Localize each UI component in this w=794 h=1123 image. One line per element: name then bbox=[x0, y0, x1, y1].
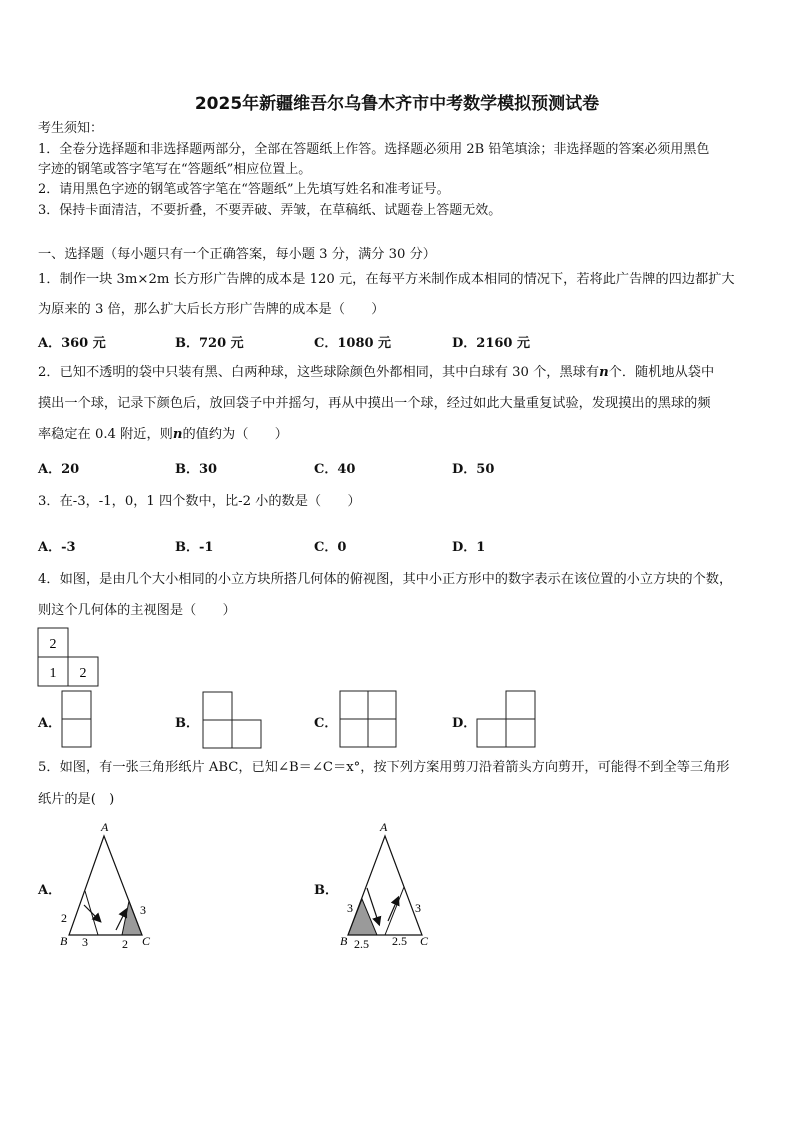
base-right-label: 2 bbox=[122, 937, 128, 950]
side-left-label: 2 bbox=[61, 911, 67, 925]
vertex-a-label: A bbox=[101, 820, 109, 834]
q2-text-line2: 摸出一个球，记录下颜色后，放回袋子中并摇匀，再从中摸出一个球，经过如此大量重复试验，发现摸出的黑球的频 bbox=[38, 396, 711, 411]
q1-option-d[interactable]: D．2160 元 bbox=[452, 336, 530, 351]
q4-option-c-label[interactable]: C． bbox=[314, 716, 338, 731]
q5-option-a-figure[interactable] bbox=[56, 818, 166, 950]
q1-text-line2: 为原来的 3 倍，那么扩大后长方形广告牌的成本是（ ） bbox=[38, 302, 385, 317]
q4-text-line1: 4．如图，是由几个大小相同的小立方块所搭几何体的俯视图，其中小正方形中的数字表示在该位置的小立方块的个数， bbox=[38, 572, 733, 587]
q3-option-b[interactable]: B．-1 bbox=[175, 540, 214, 555]
q1-option-b[interactable]: B．720 元 bbox=[175, 336, 244, 351]
q4-option-a-figure[interactable] bbox=[60, 689, 94, 749]
q5-text-line1: 5．如图，有一张三角形纸片 ABC，已知∠B＝∠C＝x°，按下列方案用剪刀沿着箭头方向剪开，可能得不到全等三角形 bbox=[38, 760, 730, 775]
q4-option-a-label[interactable]: A． bbox=[38, 716, 62, 731]
q1-option-a[interactable]: A．360 元 bbox=[38, 336, 106, 351]
grid-number-bottom-left: 1 bbox=[49, 666, 57, 681]
notice-item-1-cont: 字迹的钢笔或答字笔写在“答题纸”相应位置上。 bbox=[38, 162, 312, 177]
q2-option-c[interactable]: C．40 bbox=[314, 462, 356, 477]
q3-option-d[interactable]: D．1 bbox=[452, 540, 486, 555]
cut-line bbox=[385, 887, 404, 935]
q4-text-line2: 则这个几何体的主视图是（ ） bbox=[38, 603, 236, 618]
q2-option-a[interactable]: A．20 bbox=[38, 462, 80, 477]
q2-text-line3 bbox=[38, 426, 288, 444]
q5-option-b-label[interactable]: B． bbox=[314, 883, 338, 898]
notice-item-3: 3．保持卡面清洁，不要折叠，不要弄破、弄皱，在草稿纸、试题卷上答题无效。 bbox=[38, 203, 502, 218]
q2-text-line1 bbox=[38, 364, 714, 382]
q4-top-view-figure bbox=[36, 626, 116, 688]
grid-number-bottom-right: 2 bbox=[79, 666, 87, 681]
cut-arrow-icon-2 bbox=[388, 898, 398, 921]
q5-option-b-figure[interactable] bbox=[334, 818, 446, 950]
vertex-b-label: B bbox=[60, 934, 68, 948]
q4-option-d-figure[interactable] bbox=[475, 689, 537, 749]
page-title: 2025年新疆维吾尔乌鲁木齐市中考数学模拟预测试卷 bbox=[194, 94, 600, 114]
q2-option-b[interactable]: B．30 bbox=[175, 462, 218, 477]
notice-item-2: 2．请用黑色字迹的钢笔或答字笔在“答题纸”上先填写姓名和准考证号。 bbox=[38, 182, 450, 197]
side-right-label: 3 bbox=[415, 901, 421, 915]
vertex-a-label: A bbox=[380, 820, 388, 834]
base-right-label: 2.5 bbox=[392, 934, 407, 948]
notice-heading: 考生须知： bbox=[38, 121, 104, 136]
q5-option-a-label[interactable]: A． bbox=[38, 883, 62, 898]
q4-option-b-figure[interactable] bbox=[201, 690, 263, 750]
q2-text-line1-a: 2．已知不透明的袋中只装有黑、白两种球，这些球除颜色外都相同，其中白球有 30 个，黑球有 bbox=[38, 365, 600, 380]
q1-text-line1: 1．制作一块 3m×2m 长方形广告牌的成本是 120 元，在每平方米制作成本相同的情况下，若将此广告牌的四边都扩大 bbox=[38, 272, 735, 287]
q4-option-d-label[interactable]: D． bbox=[452, 716, 477, 731]
vertex-c-label: C bbox=[142, 934, 151, 948]
q2-text-line3-a: 率稳定在 0.4 附近，则 bbox=[38, 427, 173, 442]
q2-option-d[interactable]: D．50 bbox=[452, 462, 495, 477]
q2-var-n-2: n bbox=[172, 427, 183, 442]
q3-option-c[interactable]: C．0 bbox=[314, 540, 347, 555]
notice-item-1: 1．全卷分选择题和非选择题两部分，全部在答题纸上作答。选择题必须用 2B 铅笔填涂；非选择题的答案必须用黑色 bbox=[38, 142, 710, 157]
q2-text-line1-b: 个．随机地从袋中 bbox=[608, 365, 715, 380]
side-right-label: 3 bbox=[140, 903, 146, 917]
base-left-label: 2.5 bbox=[354, 937, 369, 950]
grid-number-top: 2 bbox=[49, 637, 57, 652]
cut-arrow-icon bbox=[84, 905, 100, 921]
q2-var-n: n bbox=[599, 365, 609, 380]
side-left-label: 3 bbox=[347, 901, 353, 915]
base-left-label: 3 bbox=[82, 935, 88, 949]
q4-option-b-label[interactable]: B． bbox=[175, 716, 199, 731]
vertex-c-label: C bbox=[420, 934, 429, 948]
q1-option-c[interactable]: C．1080 元 bbox=[314, 336, 392, 351]
shaded-triangle bbox=[122, 901, 142, 935]
q4-option-c-figure[interactable] bbox=[338, 689, 398, 749]
q2-text-line3-b: 的值约为（ ） bbox=[182, 427, 288, 442]
q3-text: 3．在-3，-1，0，1 四个数中，比-2 小的数是（ ） bbox=[38, 494, 361, 509]
q5-text-line2: 纸片的是( ) bbox=[38, 792, 115, 807]
vertex-b-label: B bbox=[340, 934, 348, 948]
q3-option-a[interactable]: A．-3 bbox=[38, 540, 76, 555]
section-heading: 一、选择题（每小题只有一个正确答案，每小题 3 分，满分 30 分） bbox=[38, 247, 436, 262]
